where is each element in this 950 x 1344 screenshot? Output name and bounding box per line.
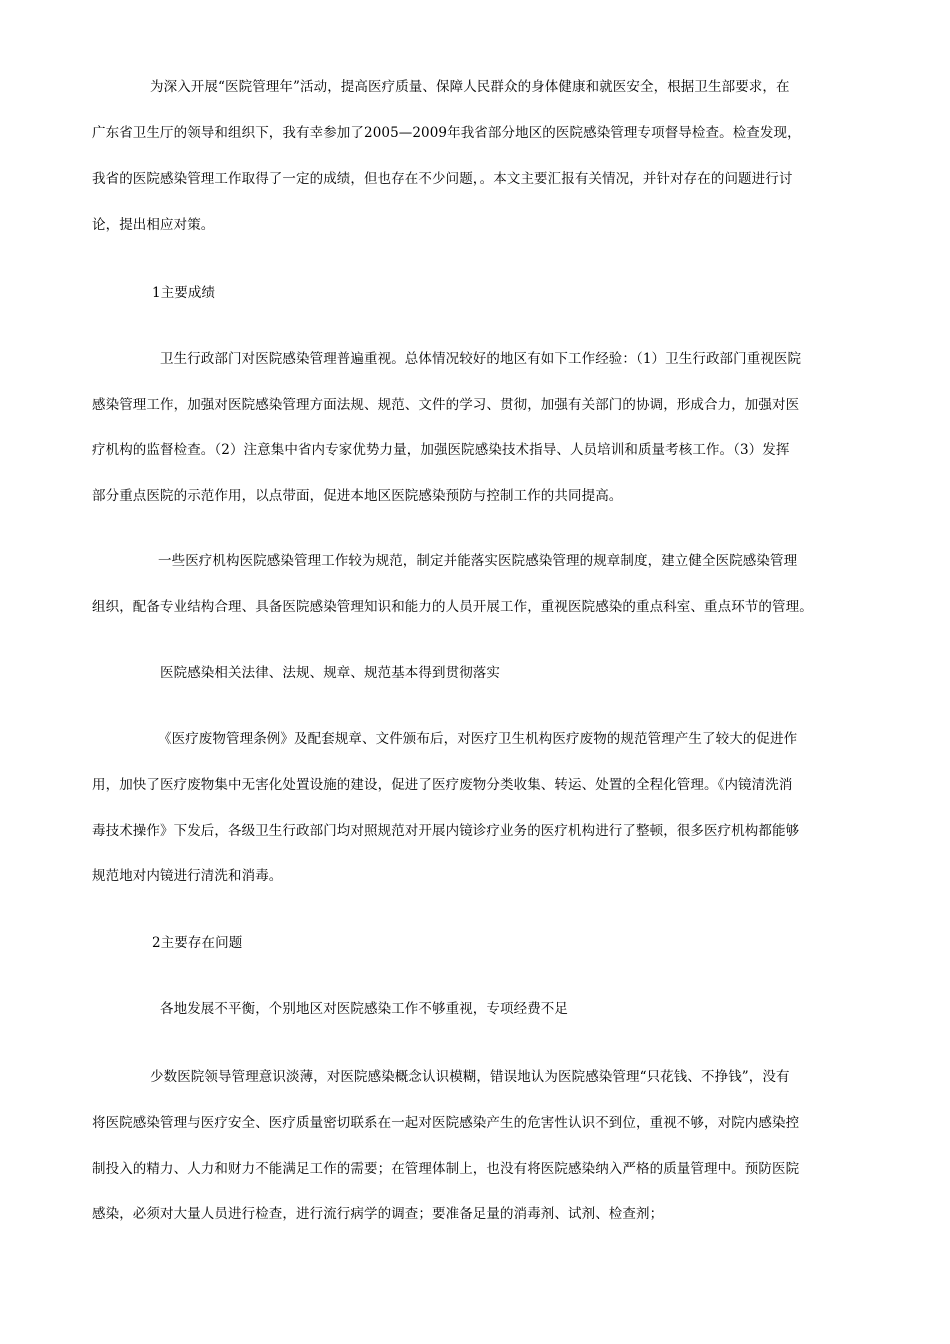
paragraph-line: 为深入开展“医院管理年”活动，提高医疗质量、保障人民群众的身体健康和就医安全，根据卫生部要求，在	[150, 79, 790, 95]
paragraph-line: 各地发展不平衡，个别地区对医院感染工作不够重视，专项经费不足	[160, 1001, 568, 1017]
paragraph-line: 论，提出相应对策。	[92, 217, 215, 233]
paragraph-line: 一些医疗机构医院感染管理工作较为规范，制定并能落实医院感染管理的规章制度，建立健全医院感染管理	[158, 553, 798, 569]
paragraph-line: 广东省卫生厅的领导和组织下，我有幸参加了2005—2009年我省部分地区的医院感染管理专项督导检查。检查发现，	[92, 125, 801, 141]
paragraph-line: 我省的医院感染管理工作取得了一定的成绩，但也存在不少问题，。本文主要汇报有关情况，并针对存在的问题进行讨	[92, 171, 793, 187]
paragraph-line: 卫生行政部门对医院感染管理普遍重视。总体情况较好的地区有如下工作经验：（1）卫生行政部门重视医院	[160, 351, 802, 367]
paragraph-line: 毒技术操作》下发后，各级卫生行政部门均对照规范对开展内镜诊疗业务的医疗机构进行了整顿，很多医疗机构都能够	[92, 823, 800, 839]
paragraph-line: 少数医院领导管理意识淡薄，对医院感染概念认识模糊，错误地认为医院感染管理“只花钱、不挣钱”，没有	[150, 1069, 790, 1085]
paragraph-line: 部分重点医院的示范作用，以点带面，促进本地区医院感染预防与控制工作的共同提高。	[92, 488, 623, 504]
section-heading: 2主要存在问题	[152, 935, 243, 951]
section-heading: 1主要成绩	[152, 285, 216, 301]
paragraph-line: 将医院感染管理与医疗安全、医疗质量密切联系在一起对医院感染产生的危害性认识不到位，重视不够，对院内感染控	[92, 1115, 800, 1131]
paragraph-line: 制投入的精力、人力和财力不能满足工作的需要；在管理体制上，也没有将医院感染纳入严格的质量管理中。预防医院	[92, 1161, 800, 1177]
paragraph-line: 医院感染相关法律、法规、规章、规范基本得到贯彻落实	[160, 665, 500, 681]
paragraph-line: 用，加快了医疗废物集中无害化处置设施的建设，促进了医疗废物分类收集、转运、处置的全程化管理。《内镜清洗消	[92, 777, 793, 793]
paragraph-line: 《医疗废物管理条例》及配套规章、文件颁布后，对医疗卫生机构医疗废物的规范管理产生了较大的促进作	[158, 731, 798, 747]
paragraph-line: 规范地对内镜进行清洗和消毒。	[92, 868, 283, 884]
paragraph-line: 感染，必须对大量人员进行检查，进行流行病学的调查；要准备足量的消毒剂、试剂、检查剂；	[92, 1206, 664, 1222]
paragraph-line: 感染管理工作，加强对医院感染管理方面法规、规范、文件的学习、贯彻，加强有关部门的协调，形成合力，加强对医	[92, 397, 800, 413]
paragraph-line: 疗机构的监督检查。（2）注意集中省内专家优势力量，加强医院感染技术指导、人员培训和质量考核工作。（3）发挥	[92, 442, 790, 458]
paragraph-line: 组织，配备专业结构合理、具备医院感染管理知识和能力的人员开展工作，重视医院感染的重点科室、重点环节的管理。	[92, 599, 813, 615]
